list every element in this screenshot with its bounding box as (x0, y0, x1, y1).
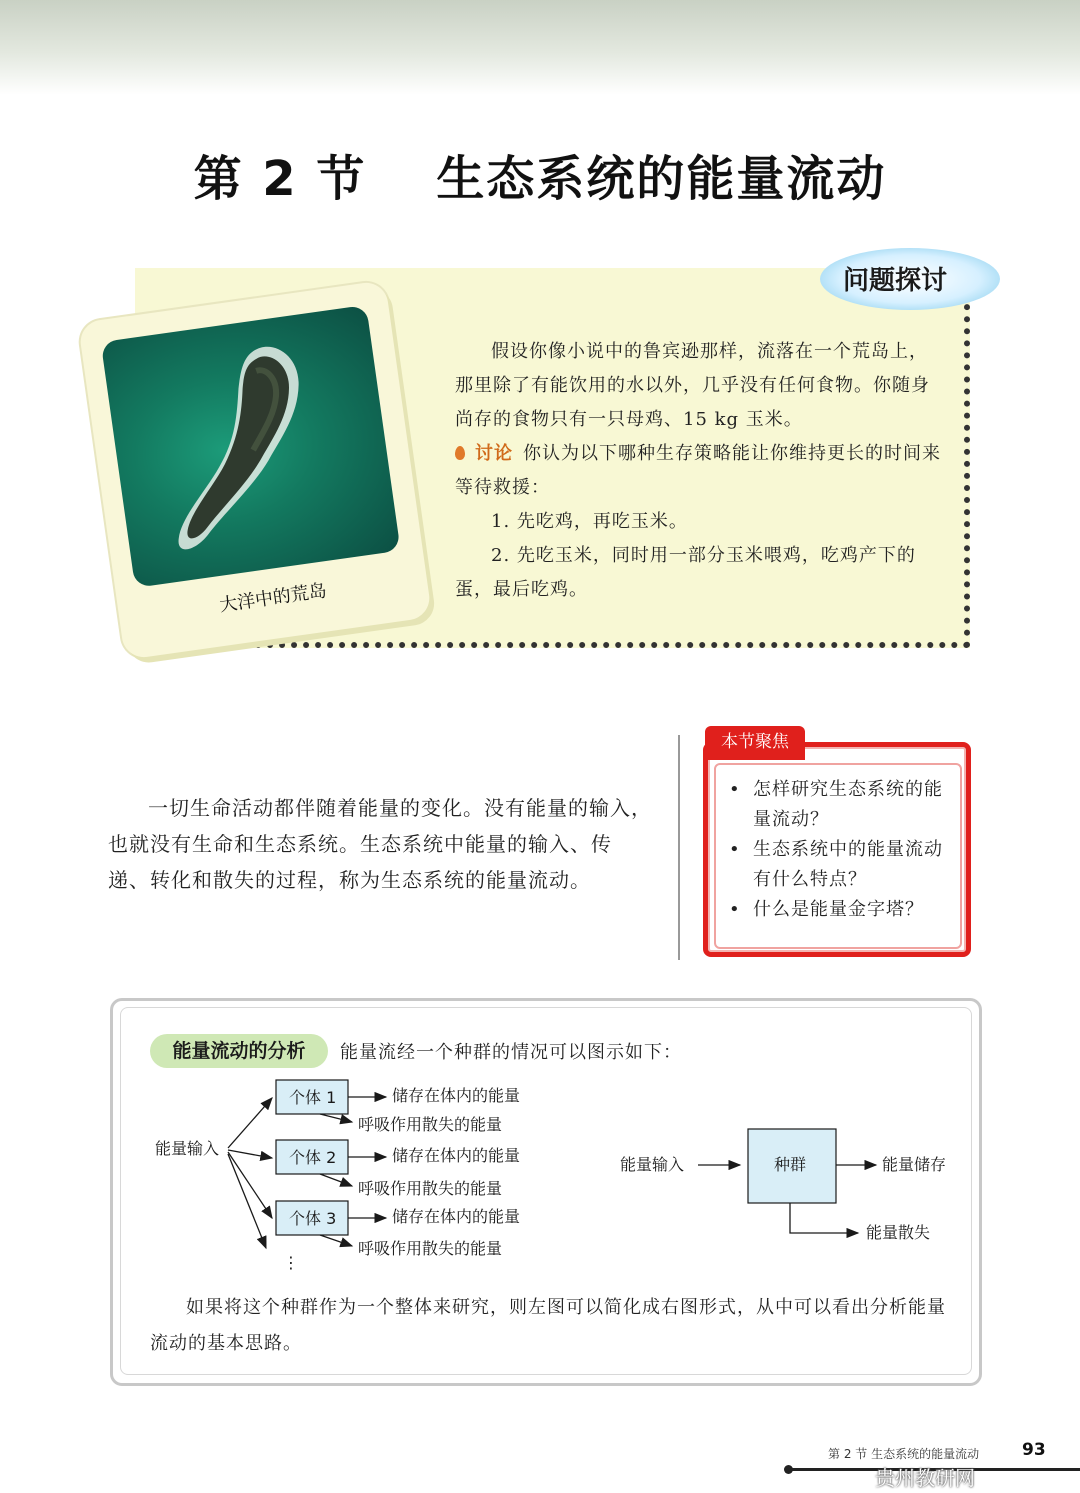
respired-energy-1: 呼吸作用散失的能量 (358, 1115, 503, 1134)
individual-2-label: 个体 2 (289, 1148, 337, 1167)
island-photo-card (78, 280, 432, 660)
analysis-lead: 能量流经一个种群的情况可以图示如下： (340, 1042, 682, 1063)
stored-energy-3: 储存在体内的能量 (392, 1207, 521, 1226)
intro-paragraph (108, 790, 653, 898)
population-label: 种群 (774, 1155, 807, 1174)
analysis-tag: 能量流动的分析 (150, 1034, 328, 1068)
scenario-paragraph: 假设你像小说中的鲁宾逊那样，流落在一个荒岛上，那里除了有能饮用的水以外，几乎没有任何食物。你随身尚存的食物只有一只母鸡、15 kg 玉米。 (455, 341, 930, 430)
focus-list (725, 775, 955, 925)
discussion-text (455, 335, 945, 607)
respired-energy-2: 呼吸作用散失的能量 (358, 1179, 503, 1198)
energy-storage-label: 能量储存 (882, 1155, 947, 1174)
header-band (0, 0, 1080, 95)
individual-2-group (276, 1140, 520, 1198)
energy-loss-label: 能量散失 (866, 1223, 931, 1242)
section-number: 第 2 节 (193, 151, 367, 207)
individual-1-group (276, 1080, 520, 1134)
right-energy-input: 能量输入 (620, 1155, 685, 1174)
individual-3-group (276, 1201, 520, 1258)
photo-caption: 大洋中的荒岛 (218, 580, 328, 617)
discussion-tag (820, 248, 1000, 310)
drop-icon (455, 446, 465, 460)
energy-flow-diagram (140, 1070, 970, 1275)
island-photo (101, 305, 401, 588)
focus-item: • 生态系统中的能量流动有什么特点？ (725, 835, 955, 895)
focus-tab: 本节聚焦 (705, 726, 805, 760)
option-2: 2. 先吃玉米，同时用一部分玉米喂鸡，吃鸡产下的蛋，最后吃鸡。 (455, 545, 916, 600)
more-individuals: ⋮ (283, 1253, 299, 1272)
footer-chapter: 第 2 节 生态系统的能量流动 (828, 1447, 980, 1461)
focus-item: • 怎样研究生态系统的能量流动？ (725, 775, 955, 835)
discussion-question (455, 437, 945, 505)
stored-energy-2: 储存在体内的能量 (392, 1146, 521, 1165)
discussion-tag-label: 问题探讨 (842, 266, 947, 296)
discussion-label: 讨论 (475, 443, 513, 464)
discussion-question-text: 你认为以下哪种生存策略能让你维持更长的时间来等待救援： (455, 443, 941, 498)
respired-energy-3: 呼吸作用散失的能量 (358, 1239, 503, 1258)
individual-3-label: 个体 3 (289, 1209, 337, 1228)
analysis-conclusion-text: 如果将这个种群作为一个整体来研究，则左图可以简化成右图形式，从中可以看出分析能量流动的基本思路。 (150, 1297, 946, 1354)
watermark: 贵州教研网 (875, 1466, 975, 1490)
column-divider (678, 735, 680, 960)
section-name: 生态系统的能量流动 (436, 151, 887, 207)
analysis-conclusion (150, 1290, 950, 1362)
focus-item: • 什么是能量金字塔？ (725, 895, 955, 925)
island-illustration (101, 305, 401, 588)
page-title (0, 140, 1080, 209)
stored-energy-1: 储存在体内的能量 (392, 1086, 521, 1105)
individual-1-label: 个体 1 (289, 1088, 337, 1107)
intro-text: 一切生命活动都伴随着能量的变化。没有能量的输入，也就没有生命和生态系统。生态系统中能量的输入、传递、转化和散失的过程，称为生态系统的能量流动。 (108, 796, 652, 892)
option-1: 1. 先吃鸡，再吃玉米。 (491, 511, 688, 532)
left-energy-input: 能量输入 (155, 1139, 220, 1158)
page-number: 93 (1022, 1440, 1046, 1460)
